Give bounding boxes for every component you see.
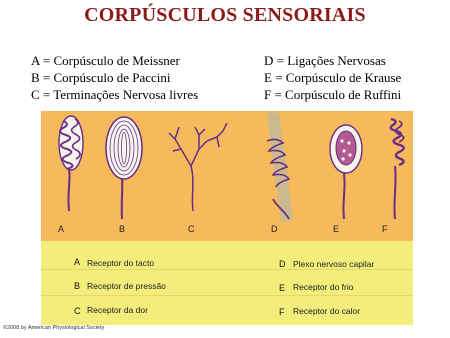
row-divider: [41, 269, 413, 270]
pacinian-corpuscle-drawing: [106, 117, 142, 219]
figure-letter-e: E: [333, 224, 340, 234]
receptor-letter-f: F: [279, 307, 285, 317]
page-title: CORPÚSCULOS SENSORIAIS: [84, 4, 366, 26]
legend-item-b: B = Corpúsculo de Paccini: [31, 70, 171, 85]
hair-nerve-plexus-drawing: [267, 113, 289, 221]
receptor-label-dor: Receptor da dor: [87, 305, 148, 315]
ruffini-ending-drawing: [391, 119, 404, 219]
legend-item-d: D = Ligações Nervosas: [264, 53, 386, 68]
receptor-label-frio: Receptor do frio: [293, 282, 354, 292]
corpuscle-illustrations: [41, 111, 413, 222]
receptor-label-pressao: Receptor de pressão: [87, 281, 166, 291]
receptors-figure: [41, 111, 413, 325]
legend-item-f: F = Corpúsculo de Ruffini: [264, 87, 402, 102]
free-nerve-endings-drawing: [169, 123, 227, 211]
meissner-corpuscle-drawing: [59, 116, 83, 211]
krause-bulb-drawing: [330, 125, 362, 219]
receptor-label-calor: Receptor do calor: [293, 306, 361, 316]
receptor-letter-a: A: [74, 257, 81, 267]
legend-item-c: C = Terminações Nervosa livres: [31, 87, 199, 102]
legend-right: [264, 52, 401, 103]
figure-letter-b: B: [119, 224, 126, 234]
copyright-notice: ©2008 by American Physiological Society: [3, 325, 105, 331]
receptor-letter-e: E: [279, 283, 286, 293]
legend-item-a: A = Corpúsculo de Meissner: [31, 53, 180, 68]
row-divider: [41, 295, 413, 296]
letters-band: [41, 222, 413, 241]
legend-left: [31, 52, 198, 103]
receptor-letter-d: D: [279, 259, 286, 269]
figure-letter-d: D: [271, 224, 278, 234]
receptor-label-plexo: Plexo nervoso capilar: [293, 259, 375, 269]
receptor-letter-c: C: [74, 306, 81, 316]
figure-letter-f: F: [382, 224, 388, 234]
figure-letter-a: A: [58, 224, 65, 234]
figure-letter-c: C: [188, 224, 195, 234]
legend-item-e: E = Corpúsculo de Krause: [264, 70, 402, 85]
receptor-letter-b: B: [74, 281, 81, 291]
receptor-label-tacto: Receptor do tacto: [87, 258, 155, 268]
